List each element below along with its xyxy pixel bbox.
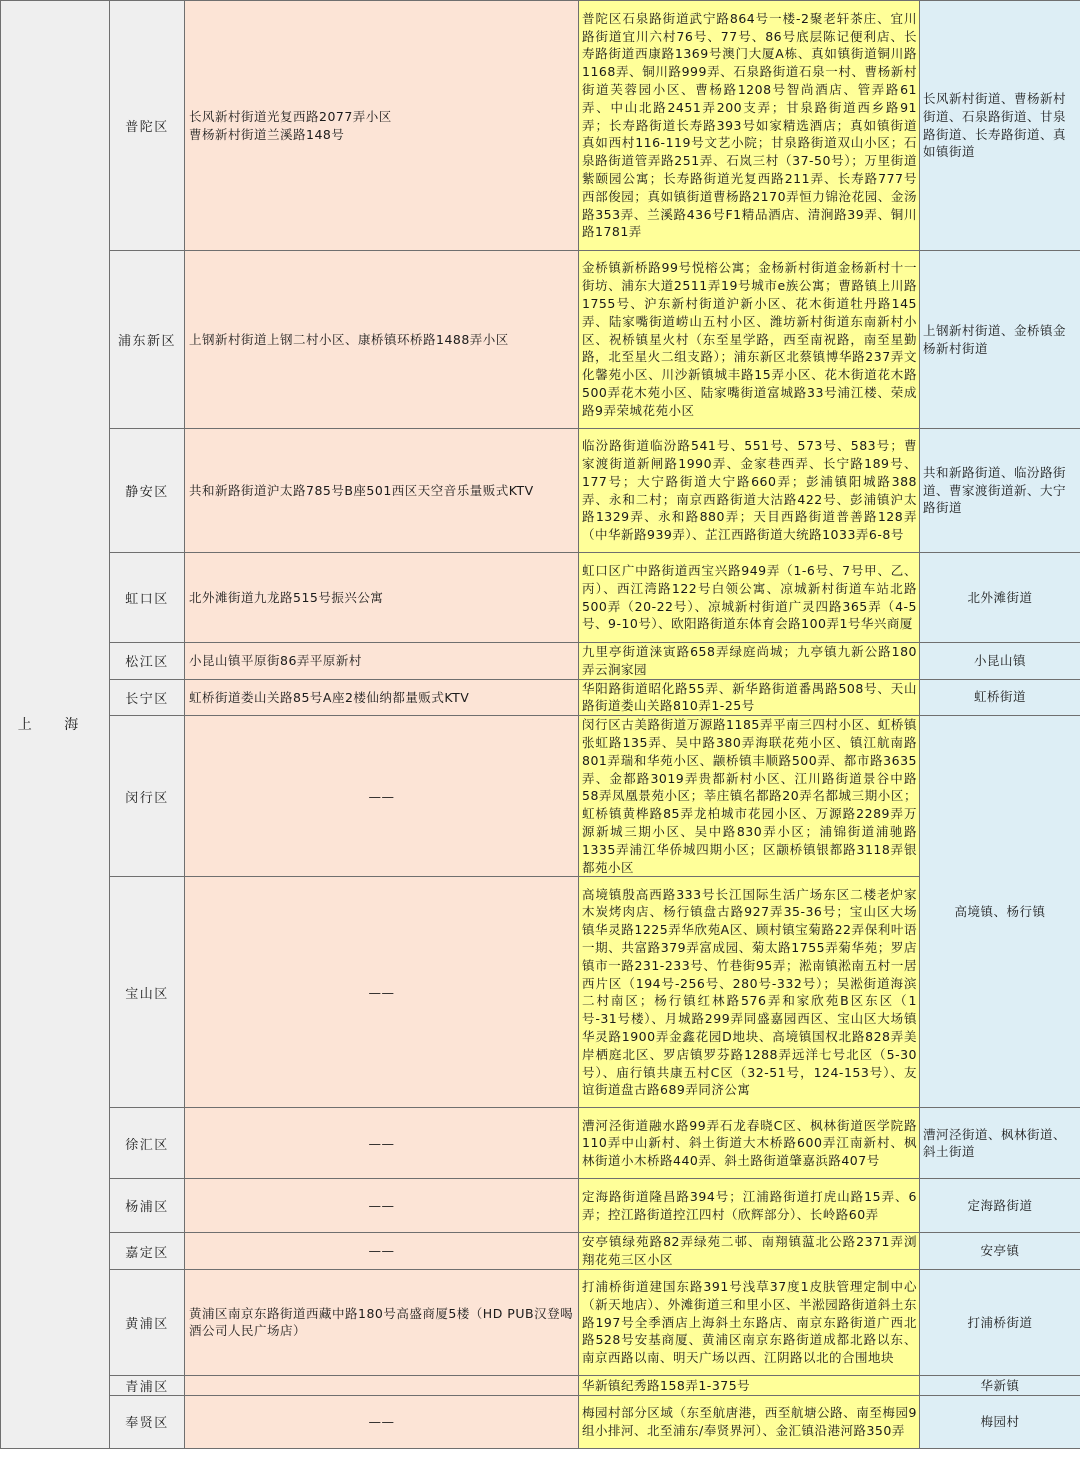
table-row [1,679,1080,716]
residence-cell: 漕河泾街道融水路99弄石龙春晓C区、枫林街道医学院路110弄中山新村、斜土街道大木桥路600弄江南新村、枫林街道小木桥路440弄、斜土路街道肇嘉浜路407号 [579,1108,920,1179]
residence-cell: 华阳路街道昭化路55弄、新华路街道番禺路508号、天山路街道娄山关路810弄1-25号 [579,679,920,716]
medium-risk-cell: 共和新路街道沪太路785号B座501西区天空音乐量贩式KTV [185,429,579,553]
district-cell: 嘉定区 [110,1233,185,1270]
medium-risk-cell: 虹桥街道娄山关路85号A座2楼仙纳都量贩式KTV [185,679,579,716]
residence-cell: 金桥镇新桥路99号悦榕公寓；金杨新村街道金杨新村十一街坊、浦东大道2511弄19号城市e族公寓；曹路镇上川路1755号、沪东新村街道沪新小区、花木街道牡丹路145弄、陆家嘴街道崂山五村小区、潍坊新村街道东南新村小区、祝桥镇星火村（东至星学路，西至南祝路，南至星勤路，北至星火二组支路）；浦东新区北蔡镇博华路237弄文化馨苑小区、川沙新镇城丰路15弄小区、花木街道花木路500弄花木苑小区、陆家嘴街道富城路33号浦江楼、荣成路9弄荣城花苑小区 [579,251,920,429]
medium-risk-cell: 上钢新村街道上钢二村小区、康桥镇环桥路1488弄小区 [185,251,579,429]
residence-cell: 华新镇纪秀路158弄1-375号 [579,1375,920,1395]
street-cell: 梅园村 [920,1395,1080,1448]
residence-cell: 虹口区广中路街道西宝兴路949弄（1-6号、7号甲、乙、丙）、西江湾路122号白领公寓、凉城新村街道车站北路500弄（20-22号）、凉城新村街道广灵四路365弄（4-5号、9-10号）、欧阳路街道东体育会路100弄1号华兴商厦 [579,553,920,643]
table-row [1,429,1080,553]
table-row [1,553,1080,643]
residence-cell: 定海路街道隆昌路394号；江浦路街道打虎山路15弄、6弄；控江路街道控江四村（欣辉部分）、长岭路60弄 [579,1179,920,1233]
street-cell: 安亭镇 [920,1233,1080,1270]
medium-risk-cell: —— [185,1108,579,1179]
district-cell: 杨浦区 [110,1179,185,1233]
table-row [1,1,1080,251]
district-cell: 黄浦区 [110,1269,185,1375]
street-cell: 虹桥街道 [920,679,1080,716]
medium-risk-cell [185,1,579,251]
residence-cell: 梅园村部分区域（东至航唐港，西至航塘公路、南至梅园9组小排河、北至浦东/奉贤界河）、金汇镇沿港河路350弄 [579,1395,920,1448]
street-cell: 北外滩街道 [920,553,1080,643]
street-cell: 高境镇、杨行镇 [920,716,1080,1108]
residence-cell: 打浦桥街道建国东路391号浅草37度1皮肤管理定制中心（新天地店）、外滩街道三和里小区、半淞园路街道斜土东路197号全季酒店上海斜土东路店、南京东路街道广西北路528号安基商厦、黄浦区南京东路街道成都北路以东、南京西路以南、明天广场以西、江阴路以北的合围地块 [579,1269,920,1375]
district-cell: 闵行区 [110,716,185,877]
city-cell: 上 海 [1,1,110,1449]
street-cell: 打浦桥街道 [920,1269,1080,1375]
table-row [1,1269,1080,1375]
street-cell: 上钢新村街道、金桥镇金杨新村街道 [920,251,1080,429]
street-cell: 长风新村街道、曹杨新村街道、石泉路街道、甘泉路街道、长寿路街道、真如镇街道 [920,1,1080,251]
table-row [1,251,1080,429]
medium-risk-cell: —— [185,716,579,877]
street-cell: 定海路街道 [920,1179,1080,1233]
medium-risk-cell: —— [185,1233,579,1270]
table-row [1,1179,1080,1233]
street-cell: 小昆山镇 [920,643,1080,680]
district-cell: 浦东新区 [110,251,185,429]
table-row [1,877,1080,1108]
table-row [1,643,1080,680]
medium-risk-cell: —— [185,1179,579,1233]
table-row [1,1395,1080,1448]
medium-risk-cell: 北外滩街道九龙路515号振兴公寓 [185,553,579,643]
medium-risk-cell [185,1375,579,1395]
table-row [1,1233,1080,1270]
medium-risk-cell: —— [185,877,579,1108]
table-row [1,1108,1080,1179]
district-cell: 静安区 [110,429,185,553]
district-cell: 徐汇区 [110,1108,185,1179]
street-cell: 漕河泾街道、枫林街道、斜土街道 [920,1108,1080,1179]
district-cell: 长宁区 [110,679,185,716]
medium-risk-text: 长风新村街道光复西路2077弄小区 曹杨新村街道兰溪路148号 [189,109,392,142]
district-cell: 青浦区 [110,1375,185,1395]
residence-cell: 临汾路街道临汾路541号、551号、573号、583号；曹家渡街道新闸路1990弄、金家巷西弄、长宁路189号、177号；大宁路街道大宁路660弄；彭浦镇阳城路388弄、永和二村；南京西路街道大沽路422号、彭浦镇沪太路1329弄、永和路880弄；天目西路街道普善路128弄（中华新路939弄）、芷江西路街道大统路1033弄6-8号 [579,429,920,553]
district-cell: 宝山区 [110,877,185,1108]
street-cell: 华新镇 [920,1375,1080,1395]
residence-cell: 闵行区古美路街道万源路1185弄平南三四村小区、虹桥镇张虹路135弄、吴中路380弄海联花苑小区、镇江航南路801弄瑞和华苑小区、颛桥镇丰顺路500弄、都市路3635弄、金都路3019弄贵都新村小区、江川路街道景谷中路58弄凤凰景苑小区；莘庄镇名都路20弄名都城三期小区；虹桥镇黄桦路85弄龙柏城市花园小区、万源路2289弄万源新城三期小区、吴中路830弄小区；浦锦街道浦驰路1335弄浦江华侨城四期小区；区颛桥镇银都路3118弄银都苑小区 [579,716,920,877]
district-cell: 普陀区 [110,1,185,251]
table-row [1,716,1080,877]
district-cell: 奉贤区 [110,1395,185,1448]
street-cell: 共和新路街道、临汾路街道、曹家渡街道新、大宁路街道 [920,429,1080,553]
medium-risk-cell: 黄浦区南京东路街道西藏中路180号高盛商厦5楼（HD PUB汉登喝酒公司人民广场店） [185,1269,579,1375]
residence-cell: 九里亭街道涞寅路658弄绿庭尚城；九亭镇九新公路180弄云涧家园 [579,643,920,680]
medium-risk-cell: —— [185,1395,579,1448]
residence-cell: 安亭镇绿苑路82弄绿苑二邨、南翔镇蕰北公路2371弄浏翔花苑三区小区 [579,1233,920,1270]
district-cell: 虹口区 [110,553,185,643]
district-cell: 松江区 [110,643,185,680]
residence-cell: 普陀区石泉路街道武宁路864号一楼-2聚老轩茶庄、宜川路街道宜川六村76号、77号、86号底层陈记便利店、长寿路街道西康路1369号澳门大厦A栋、真如镇街道铜川路1168弄、铜川路999弄、石泉路街道石泉一村、曹杨新村街道芙蓉园小区、曹杨路1208号智尚酒店、管弄路61弄、中山北路2451弄200支弄；甘泉路街道西乡路91弄；长寿路街道长寿路393号如家精选酒店；真如镇街道真如西村116-119号文艺小院；甘泉路街道双山小区；石泉路街道管弄路251弄、石岚三村（37-50号）；万里街道紫颐园公寓；长寿路街道光复西路211弄、长寿路777号西部俊园；真如镇街道曹杨路2170弄恒力锦沧花园、金汤路353弄、兰溪路436号F1精品酒店、清涧路39弄、铜川路1781弄 [579,1,920,251]
residence-cell: 高境镇殷高西路333号长江国际生活广场东区二楼老炉家木炭烤肉店、杨行镇盘古路927弄35-36号；宝山区大场镇华灵路1225弄华欣苑A区、顾村镇宝菊路22弄保利叶语一期、共富路379弄富成园、菊太路1755弄菊华苑；罗店镇市一路231-233号、竹巷街95弄；淞南镇淞南五村一居西片区（194号-256号、280号-332号）；吴淞街道海滨二村南区；杨行镇红林路576弄和家欣苑B区东区（1号-31号楼）、月城路299弄同盛嘉园西区、宝山区大场镇华灵路1900弄金鑫花园D地块、高境镇国权北路828弄美岸栖庭北区、罗店镇罗芬路1288弄远洋七号北区（5-30号）、庙行镇共康五村C区（32-51号，124-153号）、友谊街道盘古路689弄同济公寓 [579,877,920,1108]
table-row [1,1375,1080,1395]
medium-risk-cell: 小昆山镇平原街86弄平原新村 [185,643,579,680]
